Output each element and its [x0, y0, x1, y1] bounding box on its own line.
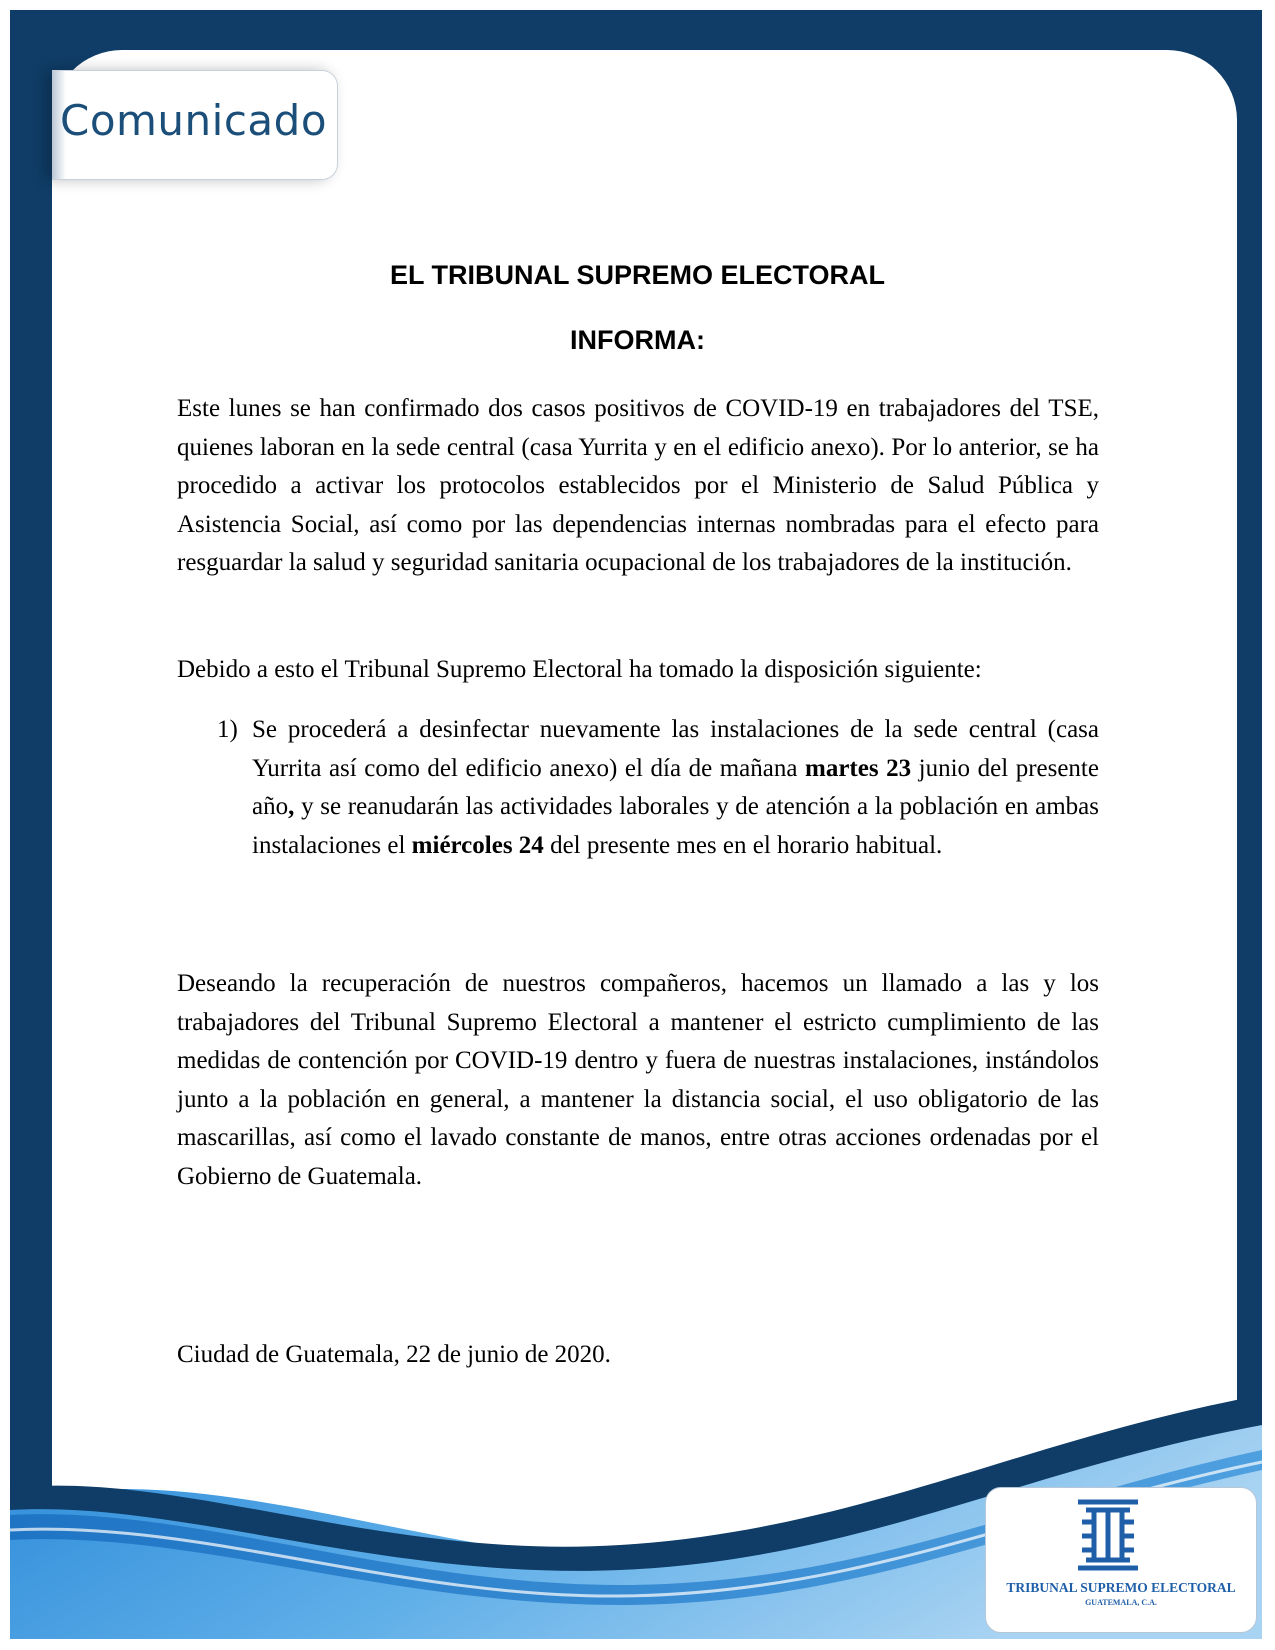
logo-subtitle: GUATEMALA, C.A. [1085, 1598, 1157, 1607]
logo-name: TRIBUNAL SUPREMO ELECTORAL [1006, 1580, 1236, 1595]
paragraph-call-to-action: Deseando la recuperación de nuestros compañeros, hacemos un llamado a las y los trabajadores del Tribunal Supremo Electoral a mantener el estricto cumplimiento de las medidas de contención por COVID-19 dentro y fuera de nuestras instalaciones, instándolos junto a la población en general, a mantener la distancia social, el uso obligatorio de las mascarillas, así como el lavado constante de manos, entre otras acciones ordenadas por el Gobierno de Guatemala. [177, 970, 1099, 1190]
list-bold-date: martes 23 [805, 754, 912, 782]
list-text-part: del presente mes en el horario habitual. [543, 831, 943, 859]
list-item-number: 1) [217, 716, 238, 743]
document-title: EL TRIBUNAL SUPREMO ELECTORAL [389, 260, 886, 290]
list-bold-comma: , [288, 793, 295, 820]
list-text-part: Se procederá a desinfectar nuevamente las instalaciones de la sede central (casa Yurrita así como del edificio anexo) el día de mañana [252, 716, 1099, 782]
paragraph-intro: Este lunes se han confirmado dos casos positivos de COVID-19 en trabajadores del TSE, quienes laboran en la sede central (casa Yurrita y en el edificio anexo). Por lo anterior, se ha procedido a activar los protocolos establecidos por el Ministerio de Salud Pública y Asistencia Social, así como por las dependencias internas nombradas para el efecto para resguardar la salud y seguridad sanitaria ocupacional de los trabajadores de la institución. [177, 395, 1099, 576]
list-text-part: junio del presente año [252, 754, 1099, 820]
list-item-text [252, 711, 1099, 865]
paragraph-disposition: Debido a esto el Tribunal Supremo Electoral ha tomado la disposición siguiente: [177, 656, 982, 683]
document-subtitle: INFORMA: [570, 325, 705, 355]
tse-logo-icon [1072, 1496, 1144, 1574]
closing-date-line: Ciudad de Guatemala, 22 de junio de 2020. [177, 1341, 611, 1368]
list-text-part: y se reanudarán las actividades laborales y de atención a la población en ambas instalaciones el [252, 793, 1099, 859]
page-title: Comunicado [60, 96, 328, 145]
list-bold-date: miércoles 24 [411, 831, 544, 859]
